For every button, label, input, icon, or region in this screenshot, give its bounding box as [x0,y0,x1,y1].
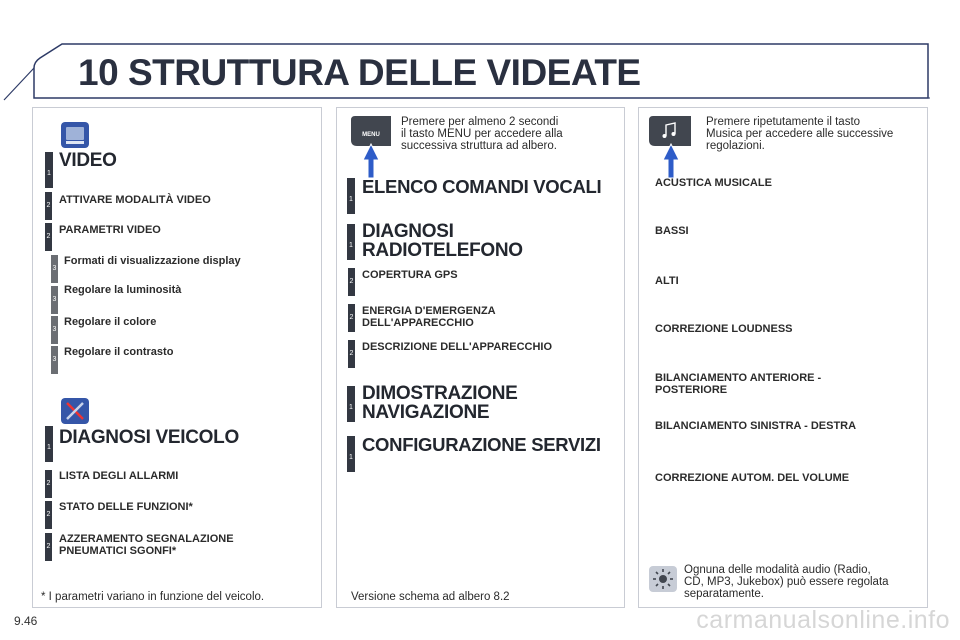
page-number: 9.46 [14,614,38,628]
menu-item: Regolare la luminosità [64,284,182,296]
menu-item-line: BILANCIAMENTO ANTERIORE - [655,372,822,384]
level-marker: 1 [347,436,355,472]
chapter-number: 10 [78,52,119,93]
menu-item: BASSI [655,225,689,237]
tip-line: CD, MP3, Jukebox) può essere regolata [684,576,889,588]
level-marker: 1 [45,152,53,188]
level-marker: 1 [347,386,355,422]
footnote: Versione schema ad albero 8.2 [351,591,510,603]
level-marker: 2 [45,192,52,220]
settings-sun-icon [649,566,677,592]
music-button-icon [649,116,691,182]
menu-item: COPERTURA GPS [362,269,458,281]
menu-item: CORREZIONE LOUDNESS [655,323,793,335]
level-marker: 2 [348,340,355,368]
level-marker: 2 [45,533,52,561]
middle-panel [336,107,625,608]
level-marker: 2 [45,223,52,251]
level-marker: 3 [51,346,58,374]
menu-item: ATTIVARE MODALITÀ VIDEO [59,194,211,206]
section-title-diagnosi-veicolo: DIAGNOSI VEICOLO [59,427,239,448]
menu-item: PARAMETRI VIDEO [59,224,161,236]
section-title-diagnosi-radiotelefono [362,222,523,260]
section-title-line: NAVIGAZIONE [362,402,490,423]
level-marker: 3 [51,316,58,344]
level-marker: 3 [51,286,58,314]
diagnostics-tools-icon [61,398,89,424]
menu-item-line: POSTERIORE [655,384,728,396]
menu-item-line: ENERGIA D'EMERGENZA [362,305,496,317]
menu-instruction [401,116,563,152]
menu-item: BILANCIAMENTO SINISTRA - DESTRA [655,420,857,432]
section-title-line: DIMOSTRAZIONE [362,383,518,404]
level-marker: 2 [348,304,355,332]
menu-item: Formati di visualizzazione display [64,255,241,267]
level-marker: 2 [45,470,52,498]
audio-tip [684,564,889,600]
menu-item-line: AZZERAMENTO SEGNALAZIONE [59,533,234,545]
menu-item: Regolare il colore [64,316,157,328]
section-title-video: VIDEO [59,150,117,171]
watermark: carmanualsonline.info [696,606,950,634]
instruction-line: Premere ripetutamente il tasto [706,116,861,128]
instruction-line: Musica per accedere alle successive [706,128,894,140]
chapter-title: STRUTTURA DELLE VIDEATE [127,52,641,93]
section-title-line: RADIOTELEFONO [362,240,523,261]
level-marker: 1 [347,224,355,260]
instruction-line: successiva struttura ad albero. [401,140,557,152]
level-marker: 1 [45,426,53,462]
page-title [78,52,641,94]
instruction-line: il tasto MENU per accedere alla [401,128,563,140]
section-title-elenco-comandi: ELENCO COMANDI VOCALI [362,176,602,197]
menu-item: DESCRIZIONE DELL'APPARECCHIO [362,341,553,353]
menu-item [59,533,234,557]
video-icon [61,122,89,148]
level-marker: 2 [348,268,355,296]
tip-line: Ognuna delle modalità audio (Radio, [684,564,871,576]
level-marker: 3 [51,255,58,283]
tip-line: separatamente. [684,588,764,600]
menu-item-line: PNEUMATICI SGONFI* [59,545,177,557]
music-instruction [706,116,893,152]
menu-item: Regolare il contrasto [64,346,174,358]
footnote: * I parametri variano in funzione del veicolo. [41,591,265,603]
level-marker: 1 [347,178,355,214]
menu-item: STATO DELLE FUNZIONI* [59,501,193,513]
menu-button-icon [351,116,391,182]
menu-item [655,372,821,396]
instruction-line: Premere per almeno 2 secondi [401,116,559,128]
instruction-line: regolazioni. [706,140,765,152]
level-marker: 2 [45,501,52,529]
section-title-configurazione: CONFIGURAZIONE SERVIZI [362,434,601,455]
menu-item: ACUSTICA MUSICALE [655,177,772,189]
menu-item [362,305,496,329]
menu-item-line: DELL'APPARECCHIO [362,317,474,329]
section-title-dimostrazione [362,384,518,422]
menu-item: CORREZIONE AUTOM. DEL VOLUME [655,472,850,484]
right-panel [638,107,928,608]
menu-button-label: MENU [362,132,380,138]
section-title-line: DIAGNOSI [362,221,454,242]
menu-item: ALTI [655,275,679,287]
left-panel [32,107,322,608]
menu-item: LISTA DEGLI ALLARMI [59,470,179,482]
